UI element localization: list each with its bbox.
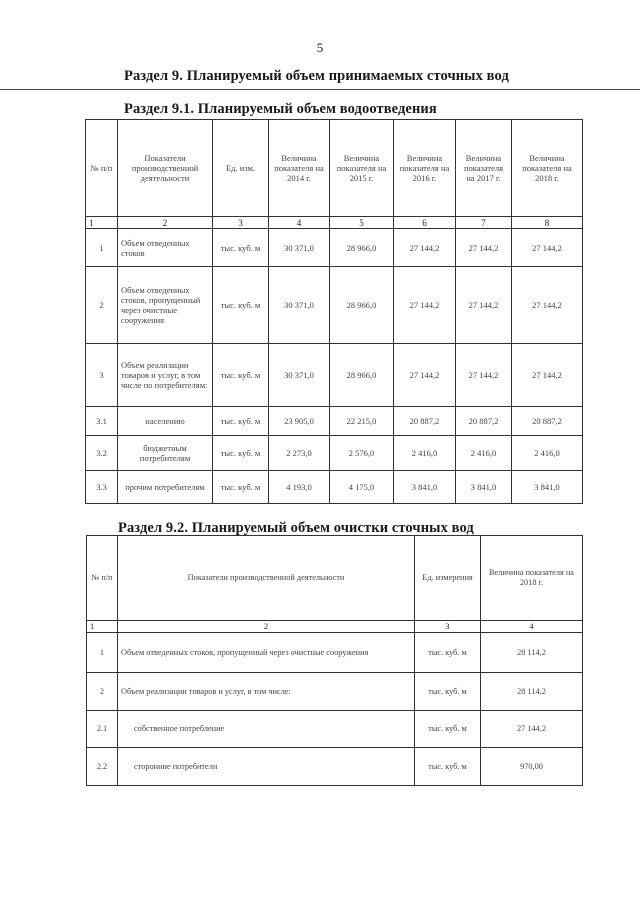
column-number-cell: 1	[86, 217, 118, 229]
row-number-cell: 2.1	[87, 711, 118, 748]
column-number-cell: 2	[118, 621, 415, 633]
value-cell: 4 193,0	[269, 471, 330, 504]
indicator-cell: Объем реализации товаров и услуг, в том числе:	[118, 673, 415, 711]
value-cell: 27 144,2	[456, 344, 512, 407]
indicator-cell: бюджетным потребителям	[118, 436, 213, 471]
indicator-cell: прочим потребителям	[118, 471, 213, 504]
table-row	[87, 748, 583, 786]
table-header-row	[87, 536, 583, 621]
column-number-row	[86, 217, 583, 229]
value-cell: 30 371,0	[269, 229, 330, 267]
table-row	[86, 436, 583, 471]
value-cell: 28 114,2	[481, 673, 583, 711]
unit-cell: тыс. куб. м	[415, 711, 481, 748]
water-disposal-table	[85, 119, 583, 504]
unit-cell: тыс. куб. м	[415, 748, 481, 786]
value-cell: 4 175,0	[330, 471, 394, 504]
column-number-cell: 1	[87, 621, 118, 633]
table-row	[86, 344, 583, 407]
indicator-cell: населению	[118, 407, 213, 436]
unit-cell: тыс. куб. м	[213, 471, 269, 504]
unit-cell: тыс. куб. м	[213, 436, 269, 471]
section-title: Раздел 9. Планируемый объем принимаемых сточных вод	[124, 68, 509, 84]
column-number-cell: 8	[512, 217, 583, 229]
value-cell: 20 887,2	[512, 407, 583, 436]
header-cell: Величина показателя на 2017 г.	[456, 120, 512, 217]
row-number-cell: 2	[87, 673, 118, 711]
value-cell: 20 887,2	[394, 407, 456, 436]
header-cell: Ед. измерения	[415, 536, 481, 621]
value-cell: 27 144,2	[481, 711, 583, 748]
table-91-title: Раздел 9.1. Планируемый объем водоотведения	[124, 101, 437, 117]
value-cell: 27 144,2	[394, 229, 456, 267]
value-cell: 2 273,0	[269, 436, 330, 471]
indicator-cell: собственное потребление	[118, 711, 415, 748]
header-cell: № п/п	[86, 120, 118, 217]
column-number-cell: 4	[269, 217, 330, 229]
row-number-cell: 3	[86, 344, 118, 407]
indicator-cell: Объем отведенных стоков, пропущенный через очистные сооружения	[118, 633, 415, 673]
unit-cell: тыс. куб. м	[415, 633, 481, 673]
header-cell: Ед. изм.	[213, 120, 269, 217]
value-cell: 3 841,0	[456, 471, 512, 504]
header-cell: Величина показателя на 2016 г.	[394, 120, 456, 217]
unit-cell: тыс. куб. м	[213, 344, 269, 407]
table-92-title: Раздел 9.2. Планируемый объем очистки сточных вод	[118, 520, 474, 536]
value-cell: 20 887,2	[456, 407, 512, 436]
row-number-cell: 3.2	[86, 436, 118, 471]
row-number-cell: 2	[86, 267, 118, 344]
value-cell: 2 416,0	[394, 436, 456, 471]
header-cell: Показатели производственной деятельности	[118, 536, 415, 621]
row-number-cell: 2.2	[87, 748, 118, 786]
value-cell: 28 966,0	[330, 229, 394, 267]
value-cell: 3 841,0	[394, 471, 456, 504]
value-cell: 2 416,0	[456, 436, 512, 471]
indicator-cell: Объем отведенных стоков	[118, 229, 213, 267]
value-cell: 23 905,0	[269, 407, 330, 436]
table-row	[86, 267, 583, 344]
header-cell: Величина показателя на 2015 г.	[330, 120, 394, 217]
indicator-cell: сторонние потребители	[118, 748, 415, 786]
value-cell: 28 966,0	[330, 344, 394, 407]
unit-cell: тыс. куб. м	[213, 229, 269, 267]
value-cell: 970,00	[481, 748, 583, 786]
header-cell: Величина показателя на 2014 г.	[269, 120, 330, 217]
table-header-row	[86, 120, 583, 217]
value-cell: 30 371,0	[269, 267, 330, 344]
value-cell: 27 144,2	[456, 267, 512, 344]
column-number-row	[87, 621, 583, 633]
value-cell: 27 144,2	[394, 344, 456, 407]
row-number-cell: 1	[86, 229, 118, 267]
page-number: 5	[316, 40, 324, 55]
column-number-cell: 3	[415, 621, 481, 633]
table-row	[87, 711, 583, 748]
value-cell: 27 144,2	[512, 344, 583, 407]
unit-cell: тыс. куб. м	[213, 407, 269, 436]
value-cell: 27 144,2	[512, 229, 583, 267]
table-row	[86, 407, 583, 436]
value-cell: 27 144,2	[394, 267, 456, 344]
table-row	[86, 471, 583, 504]
header-cell: Показатели производственной деятельности	[118, 120, 213, 217]
unit-cell: тыс. куб. м	[415, 673, 481, 711]
indicator-cell: Объем отведенных стоков, пропущенный через очистные сооружения	[118, 267, 213, 344]
value-cell: 30 371,0	[269, 344, 330, 407]
column-number-cell: 5	[330, 217, 394, 229]
row-number-cell: 3.1	[86, 407, 118, 436]
value-cell: 2 576,0	[330, 436, 394, 471]
table-row	[87, 633, 583, 673]
value-cell: 2 416,0	[512, 436, 583, 471]
value-cell: 3 841,0	[512, 471, 583, 504]
column-number-cell: 4	[481, 621, 583, 633]
table-row	[86, 229, 583, 267]
column-number-cell: 7	[456, 217, 512, 229]
table-row	[87, 673, 583, 711]
column-number-cell: 3	[213, 217, 269, 229]
header-cell: № п/п	[87, 536, 118, 621]
indicator-cell: Объем реализации товаров и услуг, в том числе по потребителям:	[118, 344, 213, 407]
value-cell: 22 215,0	[330, 407, 394, 436]
value-cell: 28 966,0	[330, 267, 394, 344]
value-cell: 27 144,2	[456, 229, 512, 267]
header-cell: Величина показателя на 2018 г.	[481, 536, 583, 621]
value-cell: 27 144,2	[512, 267, 583, 344]
row-number-cell: 3.3	[86, 471, 118, 504]
value-cell: 28 114,2	[481, 633, 583, 673]
column-number-cell: 2	[118, 217, 213, 229]
row-number-cell: 1	[87, 633, 118, 673]
header-cell: Величина показателя на 2018 г.	[512, 120, 583, 217]
unit-cell: тыс. куб. м	[213, 267, 269, 344]
wastewater-treatment-table	[86, 535, 583, 786]
horizontal-rule	[0, 89, 640, 90]
column-number-cell: 6	[394, 217, 456, 229]
